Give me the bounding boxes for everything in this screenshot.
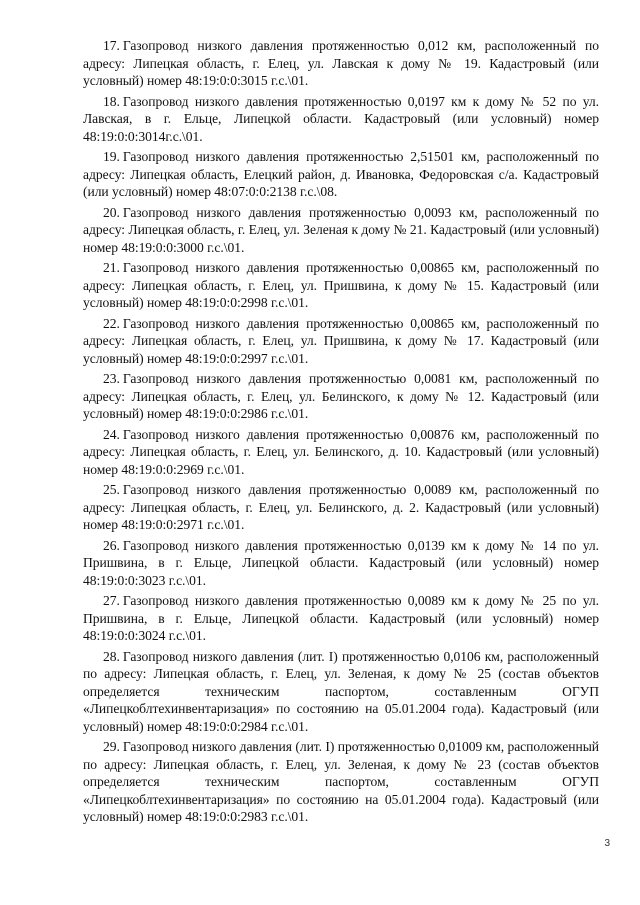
item-text: Газопровод низкого давления протяженностью 0,0093 км, расположенный по адресу: Липецкая область, г. Елец, ул. Зеленая к дому № 21. Кадастровый (или условный) номер 48:19:0:0:3000 г.с.\01. [83,204,599,255]
list-item [83,148,599,201]
item-number: 22. [103,315,120,331]
item-text: Газопровод низкого давления протяженностью 2,51501 км, расположенный по адресу: Липецкая область, Елецкий район, д. Ивановка, Федоровская с/а. Кадастровый (или условный) номер 48:07:0:0:2138 г.с.\08. [83,149,599,199]
list-item [83,426,599,479]
list-item [83,481,599,534]
list-item [83,315,599,368]
item-text: Газопровод низкого давления протяженностью 0,00876 км, расположенный по адресу: Липецкая область, г. Елец, ул. Белинского, д. 10. Кадастровый (или условный) номер 48:19:0:0:2969 г.с.\01. [83,426,599,477]
item-text: Газопровод низкого давления протяженностью 0,0089 км, расположенный по адресу: Липецкая область, г. Елец, ул. Белинского, д. 2. Кадастровый (или условный) номер 48:19:0:0:2971 г.с.\01. [83,482,599,532]
item-number: 26. [103,537,120,553]
item-text: Газопровод низкого давления протяженностью 0,012 км, расположенный по адресу: Липецкая область, г. Елец, ул. Лавская к дому № 19. Кадастровый (или условный) номер 48:19:0:0:3015 г.с.\01. [83,38,599,88]
list-item [83,370,599,423]
item-text: Газопровод низкого давления протяженностью 0,00865 км, расположенный по адресу: Липецкая область, г. Елец, ул. Пришвина, к дому № 15. Кадастровый (или условный) номер 48:19:0:0:2998 г.с.\01. [83,260,599,310]
item-number: 17. [103,38,120,53]
list-item [83,259,599,312]
item-number: 18. [103,93,120,109]
item-number: 25. [103,482,120,497]
list-item [83,648,599,736]
item-text: Газопровод низкого давления протяженностью 0,00865 км, расположенный по адресу: Липецкая область, г. Елец, ул. Пришвина, к дому № 17. Кадастровый (или условный) номер 48:19:0:0:2997 г.с.\01. [83,315,599,366]
item-number: 21. [103,260,120,275]
item-text: Газопровод низкого давления (лит. I) протяженностью 0,01009 км, расположенный по адресу: Липецкая область, г. Елец, ул. Зеленая, к дому № 23 (состав объектов определяется техническим паспортом, составленным ОГУП «Липецкоблтехинвентаризация» по состоянию на 05.01.2004 года). Кадастровый (или условный) номер 48:19:0:0:2983 г.с.\01. [83,739,599,824]
list-item [83,592,599,645]
item-number: 20. [103,204,120,220]
item-text: Газопровод низкого давления протяженностью 0,0089 км к дому № 25 по ул. Пришвина, в г. Ельце, Липецкой области. Кадастровый (или условный) номер 48:19:0:0:3024 г.с.\01. [83,593,599,643]
item-number: 28. [103,648,120,664]
item-text: Газопровод низкого давления протяженностью 0,0139 км к дому № 14 по ул. Пришвина, в г. Ельце, Липецкой области. Кадастровый (или условный) номер 48:19:0:0:3023 г.с.\01. [83,537,599,588]
list-item [83,37,599,90]
item-number: 24. [103,426,120,442]
item-text: Газопровод низкого давления протяженностью 0,0081 км, расположенный по адресу: Липецкая область, г. Елец, ул. Белинского, к дому № 12. Кадастровый (или условный) номер 48:19:0:0:2986 г.с.\01. [83,371,599,421]
list-item [83,738,599,826]
list-item [83,537,599,590]
item-number: 27. [103,593,120,608]
page-number: 3 [604,838,610,849]
item-text: Газопровод низкого давления (лит. I) протяженностью 0,0106 км, расположенный по адресу: Липецкая область, г. Елец, ул. Зеленая, к дому № 25 (состав объектов определяется техническим паспортом, составленным ОГУП «Липецкоблтехинвентаризация» по состоянию на 05.01.2004 года). Кадастровый (или условный) номер 48:19:0:0:2984 г.с.\01. [83,648,599,734]
item-number: 23. [103,371,120,386]
list-item [83,204,599,257]
item-number: 29. [103,739,120,754]
item-number: 19. [103,149,120,164]
list-item [83,93,599,146]
document-page [83,37,599,829]
item-text: Газопровод низкого давления протяженностью 0,0197 км к дому № 52 по ул. Лавская, в г. Ельце, Липецкой области. Кадастровый (или условный) номер 48:19:0:0:3014г.с.\01. [83,93,599,144]
